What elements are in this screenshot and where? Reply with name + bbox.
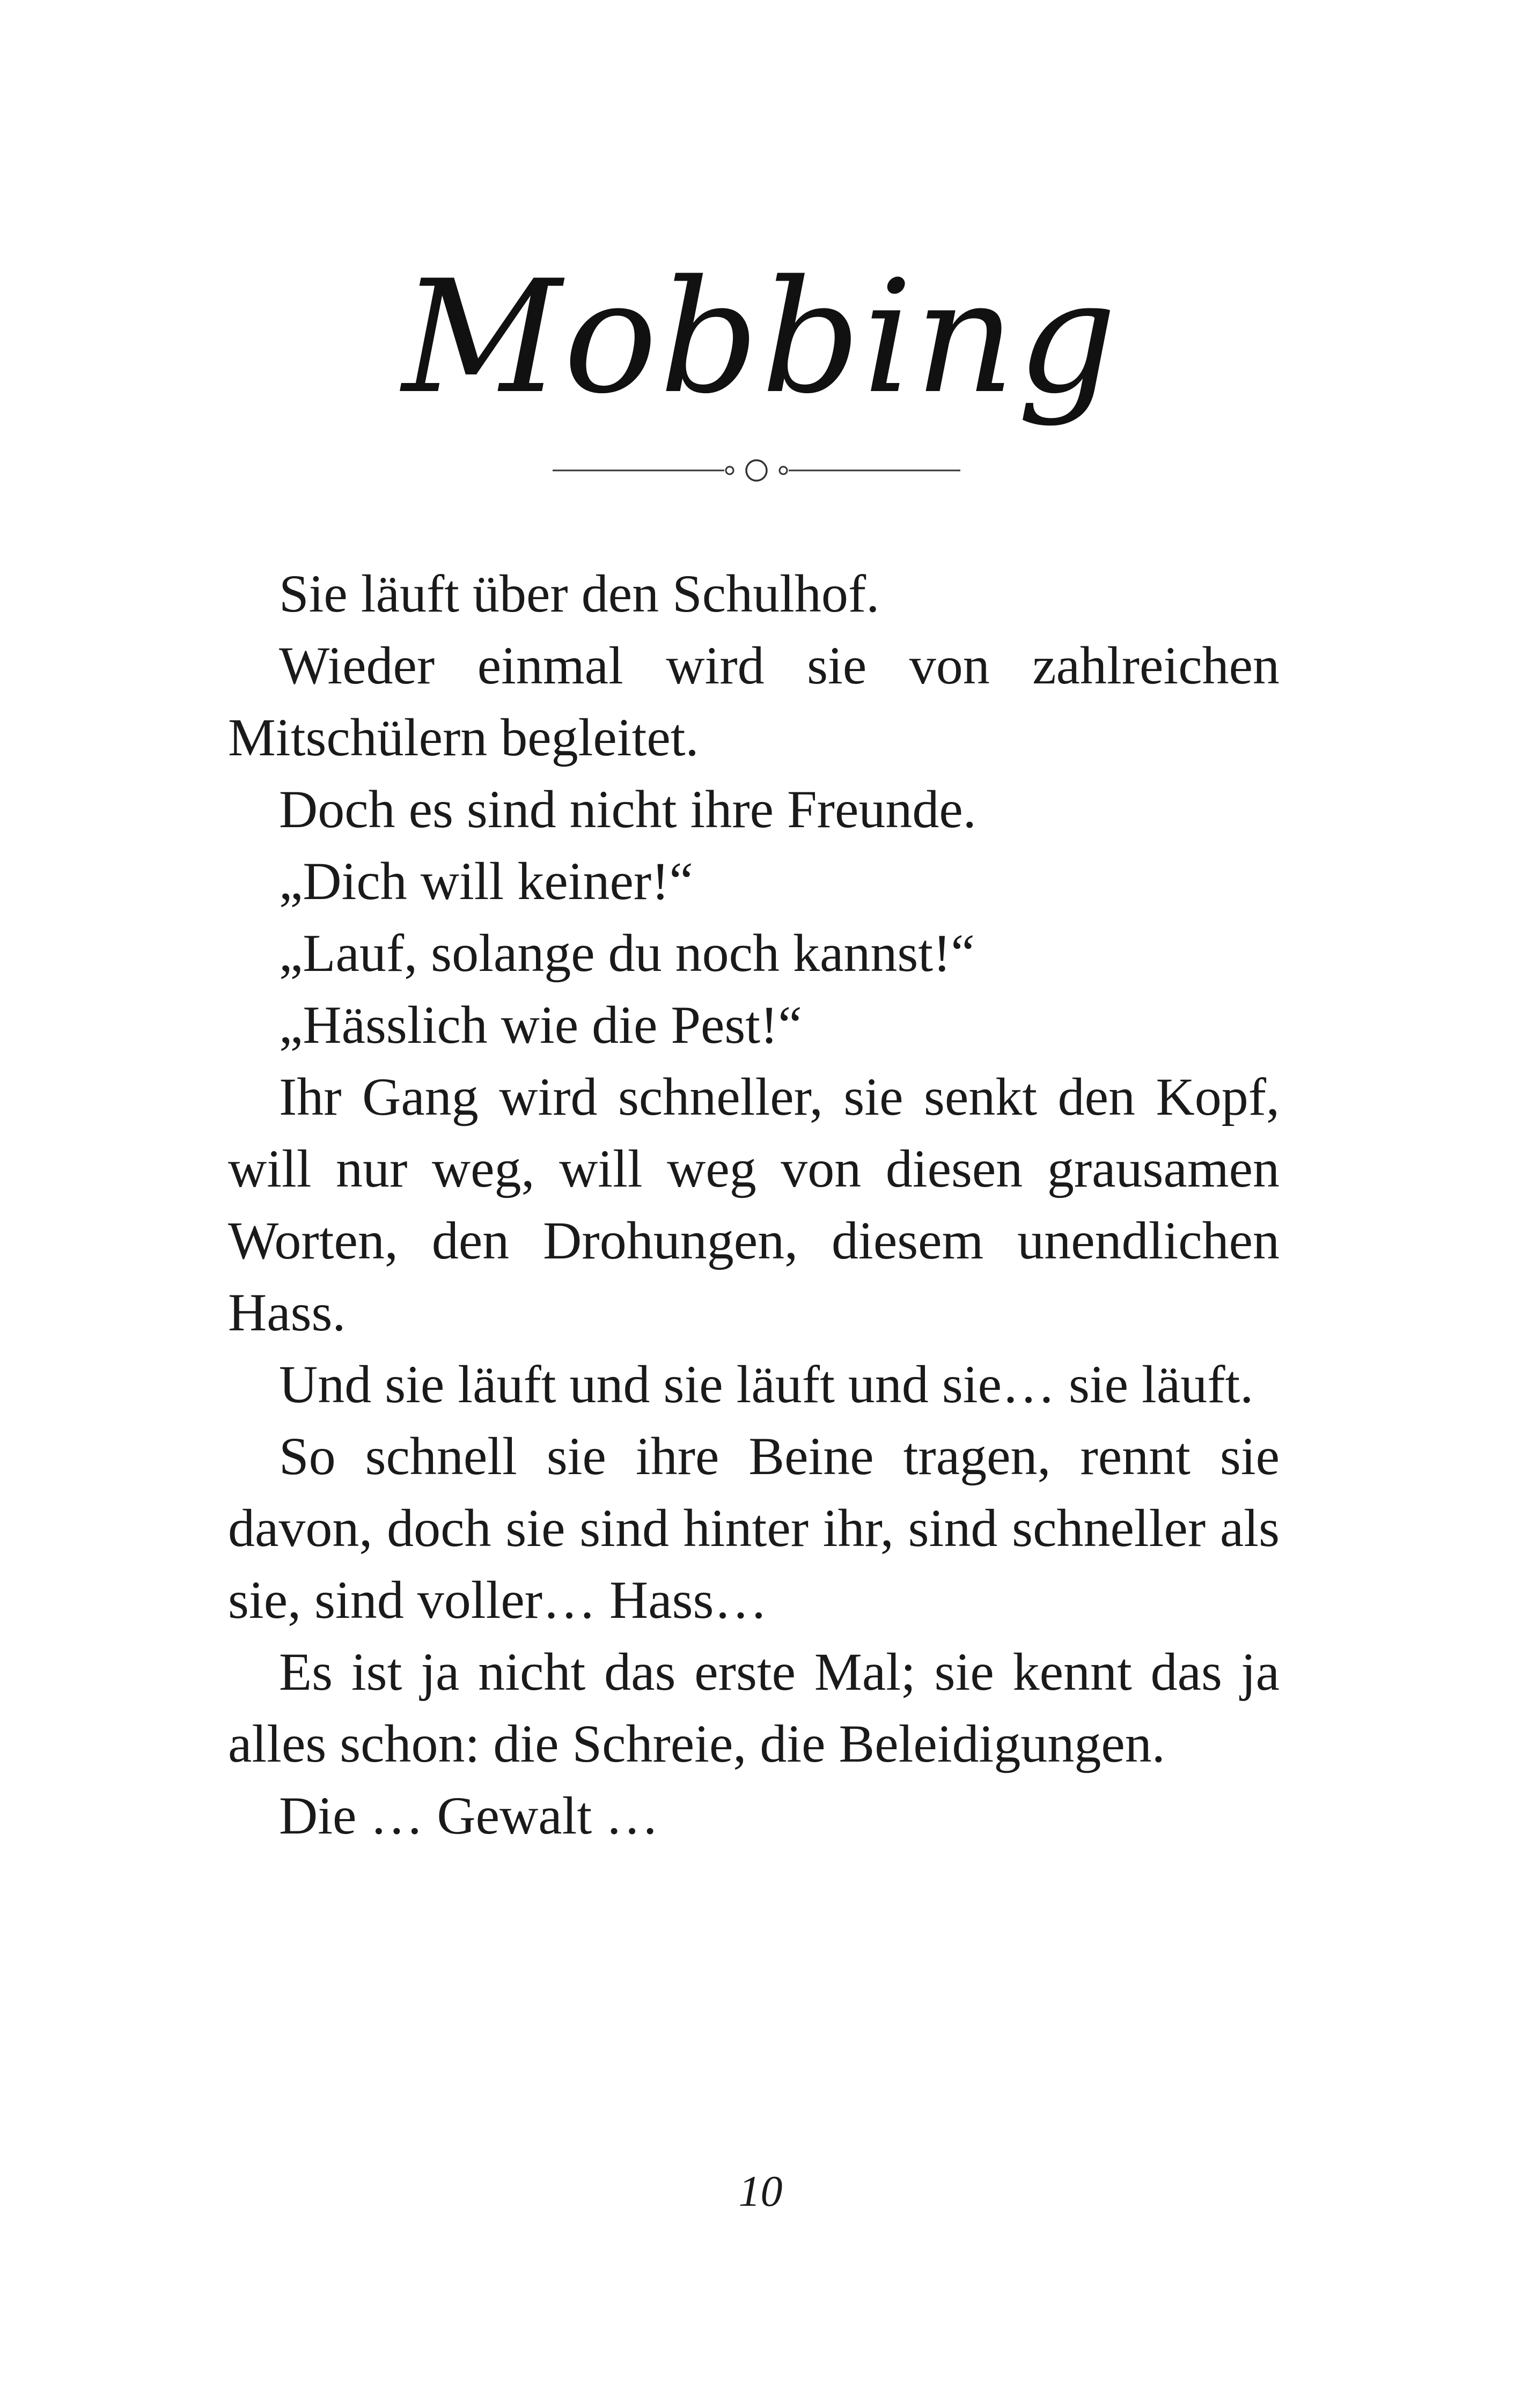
paragraph: „Hässlich wie die Pest!“ (279, 995, 802, 1055)
paragraph: „Dich will keiner!“ (279, 851, 693, 911)
paragraph: Doch es sind nicht ihre Freunde. (279, 779, 976, 839)
paragraph: Sie läuft über den Schulhof. (279, 564, 880, 623)
chapter-body (228, 558, 1280, 1852)
paragraph: Es ist ja nicht das erste Mal; sie kennt das ja alles schon: die Schreie, die Beleidigungen. (228, 1642, 1280, 1773)
paragraph: Und sie läuft und sie läuft und sie… sie läuft. (279, 1354, 1254, 1414)
paragraph: „Lauf, solange du noch kannst!“ (279, 923, 975, 983)
line-circle-divider-icon (553, 457, 960, 484)
chapter-title: Mobbing (402, 247, 1119, 428)
page-number: 10 (738, 2167, 783, 2215)
paragraph: Wieder einmal wird sie von zahlreichen Mitschülern begleitet. (228, 636, 1280, 767)
paragraph: Ihr Gang wird schneller, sie senkt den Kopf, will nur weg, will weg von diesen grausamen Worten, den Drohungen, diesem unendlichen Hass. (228, 1067, 1280, 1342)
paragraph: Die … Gewalt … (279, 1786, 659, 1845)
paragraph: So schnell sie ihre Beine tragen, rennt sie davon, doch sie sind hinter ihr, sind schneller als sie, sind voller… Hass… (228, 1426, 1280, 1630)
